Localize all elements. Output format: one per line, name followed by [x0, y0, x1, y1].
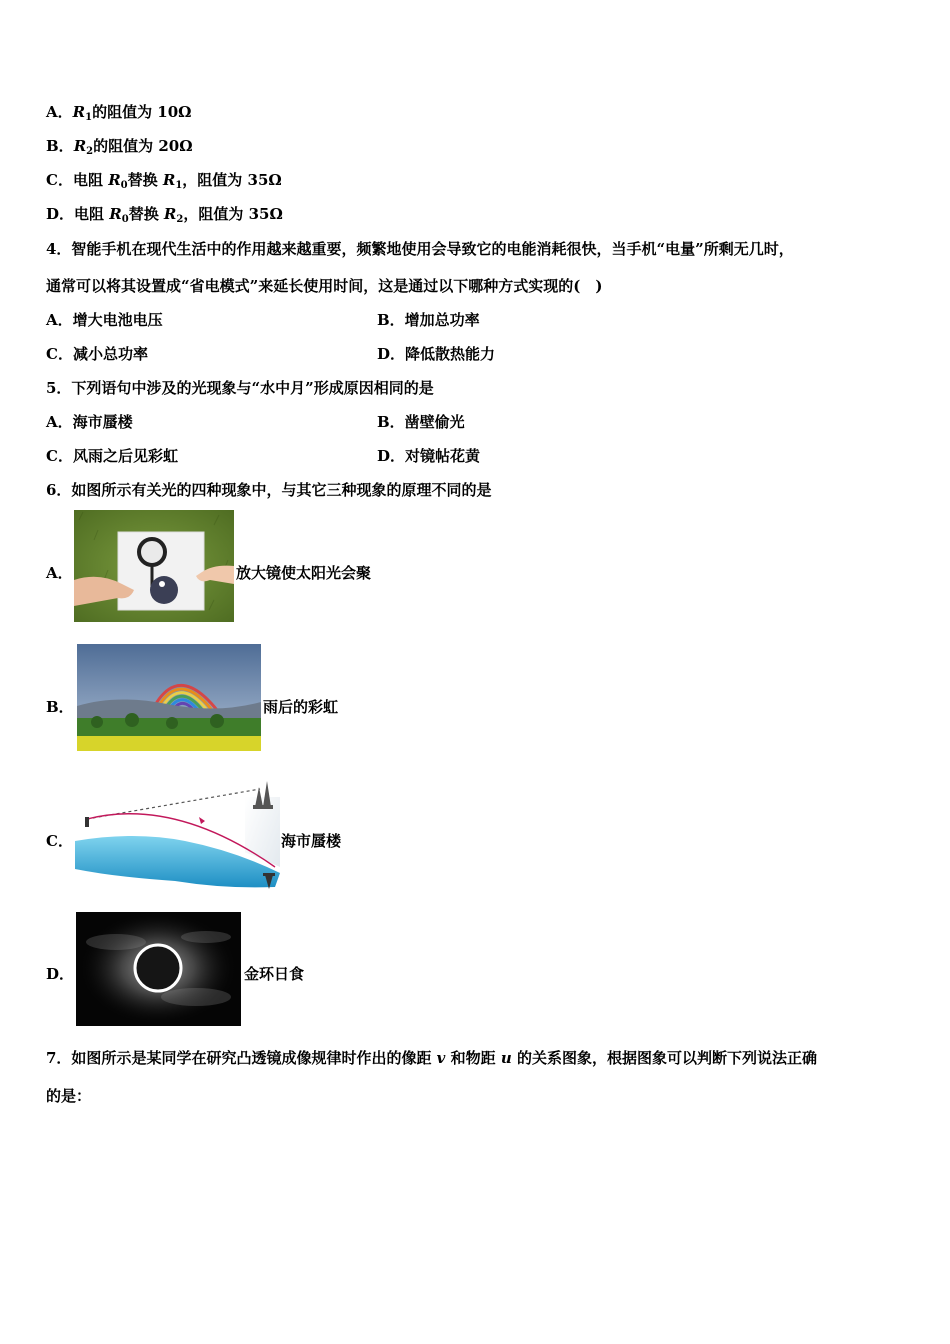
q5-option-c: C．风雨之后见彩虹	[46, 447, 178, 465]
q5-option-d: D．对镜帖花黄	[377, 447, 481, 465]
q7-stem-line1: 7．如图所示是某同学在研究凸透镜成像规律时作出的像距 v 和物距 u 的关系图象，根据图象可以判断下列说法正确	[46, 1049, 817, 1067]
q6-option-d-label: D．	[46, 965, 75, 983]
q6-option-b-caption: 雨后的彩虹	[263, 698, 339, 716]
q3-option-b: B．$R_2$的阻值为 20Ω	[46, 137, 193, 157]
q6-stem: 6．如图所示有关光的四种现象中，与其它三种现象的原理不同的是	[46, 481, 492, 499]
q4-stem-line2: 通常可以将其设置成“省电模式”来延长使用时间，这是通过以下哪种方式实现的( )	[46, 277, 603, 295]
q5-stem: 5．下列语句中涉及的光现象与“水中月”形成原因相同的是	[46, 379, 434, 397]
rainbow-photo	[77, 644, 261, 751]
q4-stem-line1: 4．智能手机在现代生活中的作用越来越重要，频繁地使用会导致它的电能消耗很快，当手机“电量”所剩无几时，	[46, 240, 794, 258]
q4-option-c: C．减小总功率	[46, 345, 148, 363]
q6-option-c-caption: 海市蜃楼	[281, 832, 342, 850]
q6-option-a-label: A．	[46, 564, 73, 582]
q3-option-c: C．电阻 $R_0$替换 $R_1$，阻值为 35Ω	[46, 171, 282, 191]
q3-option-a: A．$R_1$的阻值为 10Ω	[46, 103, 192, 123]
q5-option-b: B．凿壁偷光	[377, 413, 465, 431]
mirage-diagram	[75, 777, 280, 893]
q6-option-a-caption: 放大镜使太阳光会聚	[236, 564, 372, 582]
eclipse-photo	[76, 912, 241, 1026]
q3-option-d: D．电阻 $R_0$替换 $R_2$，阻值为 35Ω	[46, 205, 283, 225]
q4-option-a: A．增大电池电压	[46, 311, 163, 329]
q7-stem-line2: 的是：	[46, 1087, 92, 1105]
q5-option-a: A．海市蜃楼	[46, 413, 133, 431]
q6-option-d-caption: 金环日食	[244, 965, 305, 983]
rainbow-photo-svg	[77, 644, 261, 751]
q4-option-d: D．降低散热能力	[377, 345, 496, 363]
q4-option-b: B．增加总功率	[377, 311, 480, 329]
eclipse-photo-svg	[76, 912, 241, 1026]
magnifier-photo-svg	[74, 510, 234, 622]
magnifier-photo	[74, 510, 234, 622]
q6-option-b-label: B．	[46, 698, 74, 716]
mirage-diagram-svg	[75, 777, 280, 893]
q6-option-c-label: C．	[46, 832, 73, 850]
